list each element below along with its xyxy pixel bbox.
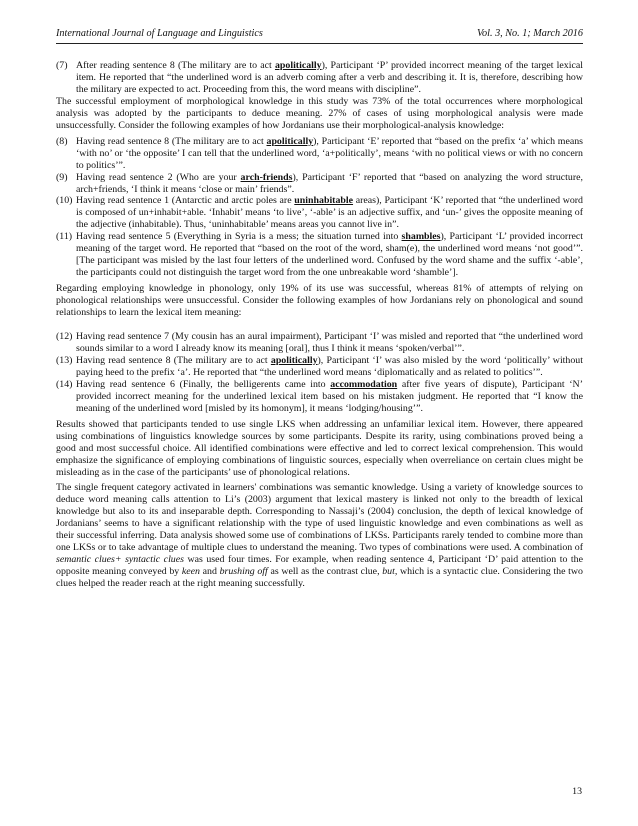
example-text: Having read sentence 2 (Who are your xyxy=(76,171,241,183)
issue-info: Vol. 3, No. 1; March 2016 xyxy=(476,28,583,39)
example-text: Having read sentence 8 (The military are to act xyxy=(76,354,271,366)
example-number: (11) xyxy=(56,231,73,243)
example-text: ), Participant ‘L’ provided incorrect meaning of the target word. He reported that “based on the root of the word, sham(e), the underlined word means ‘not good’”. [The participant was misled by the last four letters of the underlined word. Confused by the word shame and the suffix ‘-able’, the participants could not distinguish the target word from the one unbreakable word ‘shamble’]. xyxy=(76,231,583,279)
paragraph-text: which is a syntactic clue. Considering the two clues helped the reader reach at the right meaning successfully. xyxy=(56,566,583,590)
example-text: ), Participant ‘P’ provided incorrect meaning of the target lexical item. He reported that “the underlined word is an adverb coming after a verb and describing it. It is, therefore, describing how the military are expected to act. Proceeding from this, the word means with discipline”. xyxy=(76,60,583,95)
target-word: shambles xyxy=(401,231,441,243)
paragraph-combinations xyxy=(56,482,583,590)
italic-term: but, xyxy=(382,566,398,578)
example-text: Having read sentence 6 (Finally, the belligerents came into xyxy=(76,378,331,390)
target-word: uninhabitable xyxy=(294,195,354,207)
target-word: apolitically xyxy=(274,60,322,71)
example-number: (13) xyxy=(56,354,73,366)
example-text: ), Participant ‘F’ reported that “based on analyzing the word structure, arch+friends, ‘I think it means ‘close or main’ friends”. xyxy=(76,171,583,195)
example-number: (10) xyxy=(56,195,73,207)
example-text: Having read sentence 5 (Everything in Syria is a mess; the situation turned into xyxy=(76,231,402,243)
body-text xyxy=(56,60,583,594)
italic-term: brushing off xyxy=(219,566,268,578)
example-number: (9) xyxy=(56,171,68,183)
paragraph-results: Results showed that participants tended to use single LKS when addressing an unfamiliar lexical item. However, there appeared using combinations of linguistics knowledge sources by some participants. Despite its rarity, using combinations proved being a good and most successful choice. All identified combinations were effective and led to correct lexical comprehension. This would emphasize the significance of employing combinations of linguistic sources, especially when overreliance on certain clues might be misleading as in the case of the participants’ use of phonological relations. xyxy=(56,418,583,478)
italic-term: semantic clues+ syntactic clues xyxy=(56,554,184,566)
page-number: 13 xyxy=(572,786,582,797)
example-text: ), Participant ‘I’ was also misled by the word ‘politically’ without paying heed to the prefix ‘a’. He reported that “the underlined word means ‘diplomatically and as related to politics’”. xyxy=(76,354,583,378)
journal-title: International Journal of Language and Linguistics xyxy=(56,28,263,39)
paragraph-text: and xyxy=(199,566,220,578)
paragraph-phonology: Regarding employing knowledge in phonology, only 19% of its use was successful, whereas 81% of attempts of relying on phonological relationships were unsuccessful. Consider the following examples of how Jordanians rely on phonological and sound relationships to learn the lexical item meaning: xyxy=(56,283,583,319)
target-word: apolitically xyxy=(266,135,314,147)
target-word: arch-friends xyxy=(240,171,293,183)
example-number: (14) xyxy=(56,378,73,390)
example-10 xyxy=(56,195,583,231)
target-word: apolitically xyxy=(270,354,318,366)
example-text: After reading sentence 8 (The military are to act xyxy=(76,60,275,71)
example-number: (7) xyxy=(56,60,68,71)
example-7 xyxy=(56,60,583,96)
example-14 xyxy=(56,379,583,415)
running-header xyxy=(56,28,583,44)
example-text: areas), Participant ‘K’ reported that “the underlined word is composed of un+inhabit+able. ‘Inhabit’ means ‘to live’, ‘-able’ is an adjective suffix, and ‘un-’ gives the opposite meaning of the adjective (inhabitable). Thus, ‘uninhabitable’ means areas you cannot live in”. xyxy=(76,195,583,231)
example-text: Having read sentence 8 (The military are to act xyxy=(76,135,267,147)
paragraph-morphology: The successful employment of morphological knowledge in this study was 73% of the total occurrences where morphological analysis was adopted by the participants to deduce meaning. 27% of cases of using morphological analysis were made unsuccessfully. Consider the following examples of how Jordanians use their morphological-analysis knowledge: xyxy=(56,95,583,131)
example-number: (8) xyxy=(56,135,68,147)
example-text: after five years of dispute), Participant ‘N’ provided incorrect meaning for the underlined lexical item based on his mistaken judgment. He reported that “I know the meaning of the underlined word [misled by its homonym], it means ‘lodging/housing’”. xyxy=(76,378,583,414)
example-text: Having read sentence 7 (My cousin has an aural impairment), Participant ‘I’ was misled and reported that “the underlined word sounds similar to a word I already know its meaning [oral], thus I think it means ‘spoken/verbal’”. xyxy=(76,331,583,354)
paragraph-text: as well as the contrast clue, xyxy=(267,566,383,578)
target-word: accommodation xyxy=(330,378,398,390)
example-8 xyxy=(56,136,583,172)
example-11 xyxy=(56,231,583,279)
italic-term: keen xyxy=(181,566,200,578)
paragraph-text: The single frequent category activated in learners' combinations was semantic knowledge. Using a variety of knowledge sources to deduce word meaning calls attention to Li’s (2003) argument that lexical mastery is linked not only to the breadth of lexical knowledge but also to its and inseparable depth. Corresponding to Nassaji’s (2004) conclusion, the depth of lexical knowledge of Jordanians’ seems to have a significant relationship with the type of used linguistic knowledge and even combinations as well as their successful inferring. Data analysis showed some use of combinations of LKSs. Participants rarely tended to combine more than one LKSs or to take advantage of multiple clues to understand the meaning. Two types of combinations were used. A combination of xyxy=(56,482,583,554)
example-12 xyxy=(56,331,583,355)
example-text: Having read sentence 1 (Antarctic and arctic poles are xyxy=(76,195,295,207)
example-13 xyxy=(56,355,583,379)
example-text: ), Participant ‘E’ reported that “based on the prefix ‘a’ which means ‘with no’ or ‘the opposite’ I can tell that the underlined word, ‘a+politically’, means ‘with no political views or with no concern to politics’”. xyxy=(76,135,583,171)
example-9 xyxy=(56,172,583,196)
paragraph-text: was used four times. For example, when reading sentence 4, Participant ‘D’ paid attention to the opposite meaning conveyed by xyxy=(56,554,583,578)
example-number: (12) xyxy=(56,331,73,343)
